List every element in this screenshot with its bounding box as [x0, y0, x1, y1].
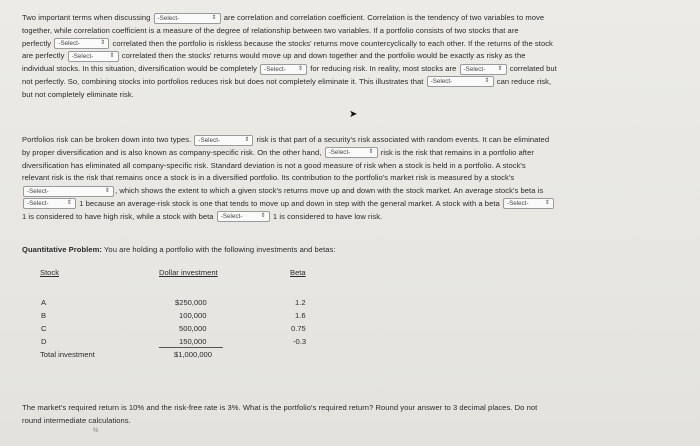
text-line	[22, 134, 694, 147]
problem-label: Quantitative Problem:	[22, 245, 102, 254]
text-line	[22, 76, 694, 89]
total-divider	[159, 347, 223, 348]
text-line	[22, 63, 694, 76]
cell-beta: 0.75	[291, 324, 306, 333]
dropdown-arrow-icon: ⇕	[497, 65, 503, 72]
dropdown-arrow-icon: ⇕	[368, 149, 374, 156]
text: correlated then the stocks' returns would move up and down together and the portfolio would be exactly as risky as the	[121, 51, 526, 61]
text: 1 is considered to have low risk.	[272, 211, 383, 221]
cell-stock: A	[41, 298, 47, 307]
mouse-cursor-icon: ➤	[349, 109, 358, 120]
select-low-beta-dropdown[interactable]: -Select- ⇕	[217, 211, 270, 222]
cell-stock: D	[41, 337, 47, 346]
text: correlated then the portfolio is riskless because the stocks' returns move countercyclically to each other. If the returns of the stock	[112, 38, 553, 48]
answer-unit: %	[93, 428, 99, 434]
select-beta-term-dropdown[interactable]: -Select- ⇕	[23, 186, 114, 197]
cell-stock: B	[41, 311, 47, 320]
text: can reduce risk,	[496, 76, 552, 86]
select-risk-type-2-dropdown[interactable]: -Select- ⇕	[325, 147, 378, 158]
text-line	[22, 147, 694, 160]
text-line	[22, 211, 694, 224]
dropdown-arrow-icon: ⇕	[109, 52, 115, 59]
paragraph-correlation	[22, 12, 694, 102]
header-beta: Beta	[290, 268, 306, 277]
text-line: relevant risk is the risk that remains once a stock is in a diversified portfolio. Its contribution to the portfolio's market risk is measured by a stock's	[22, 173, 515, 183]
dropdown-arrow-icon: ⇕	[104, 187, 110, 194]
text: perfectly	[22, 38, 52, 48]
text-line	[22, 12, 694, 25]
dropdown-arrow-icon: ⇕	[211, 14, 217, 21]
text-line	[22, 185, 694, 198]
dropdown-arrow-icon: ⇕	[260, 213, 266, 220]
dropdown-arrow-icon: ⇕	[66, 200, 72, 207]
text: Portfolios risk can be broken down into two types.	[22, 135, 192, 144]
select-most-stocks-dropdown[interactable]: -Select- ⇕	[460, 64, 507, 75]
text: for reducing risk. In reality, most stocks are	[310, 64, 457, 74]
total-value: $1,000,000	[174, 350, 213, 359]
select-high-beta-dropdown[interactable]: -Select- ⇕	[503, 198, 554, 209]
text-line	[22, 50, 694, 63]
cell-beta: -0.3	[293, 337, 307, 346]
cell-investment: 100,000	[179, 311, 207, 320]
select-risk-type-1-dropdown[interactable]: -Select- ⇕	[194, 135, 253, 146]
text-line: together, while correlation coefficient is a measure of the degree of relationship between two variables. If a portfolio consists of two stocks that are	[22, 25, 519, 35]
text: by proper diversification and is also known as company-specific risk. On the other hand,	[22, 147, 322, 157]
header-dollar-investment: Dollar investment	[159, 268, 218, 277]
text: are perfectly	[22, 51, 65, 61]
select-average-beta-dropdown[interactable]: -Select- ⇕	[23, 198, 76, 209]
dropdown-arrow-icon: ⇕	[100, 40, 106, 47]
dropdown-arrow-icon: ⇕	[298, 65, 304, 72]
question	[22, 402, 694, 428]
select-perfectly-1-dropdown[interactable]: -Select- ⇕	[54, 38, 109, 49]
dropdown-arrow-icon: ⇕	[244, 136, 250, 143]
text-line: diversification has eliminated all company-specific risk. Standard deviation is not a good measure of risk when a stock is held in a portfolio. A stock's	[22, 160, 526, 170]
text: correlated but	[509, 64, 557, 74]
cell-investment: 150,000	[179, 337, 207, 346]
text-line	[22, 38, 694, 51]
select-term-dropdown[interactable]: -Select- ⇕	[154, 13, 221, 24]
cell-beta: 1.6	[295, 311, 306, 320]
paragraph-portfolio-risk	[22, 134, 694, 224]
text: Two important terms when discussing	[22, 13, 151, 22]
text: 1 because an average-risk stock is one that tends to move up and down in step with the general market. A stock with a beta	[79, 198, 500, 208]
text: not perfectly. So, combining stocks into portfolios reduces risk but does not completely eliminate it. This illustrates that	[22, 76, 424, 86]
dropdown-arrow-icon: ⇕	[544, 200, 550, 207]
problem-statement	[22, 244, 694, 257]
select-perfectly-2-dropdown[interactable]: -Select- ⇕	[68, 51, 119, 62]
problem-text: You are holding a portfolio with the following investments and betas:	[104, 245, 336, 254]
select-illustrates-dropdown[interactable]: -Select- ⇕	[427, 76, 494, 87]
question-text: round intermediate calculations.	[22, 415, 131, 425]
cell-stock: C	[41, 324, 47, 333]
cell-beta: 1.2	[295, 298, 306, 307]
total-label: Total investment	[40, 350, 95, 359]
text: risk is the risk that remains in a portfolio after	[380, 147, 534, 157]
header-stock: Stock	[40, 268, 59, 277]
text-line	[22, 198, 694, 211]
select-diversification-dropdown[interactable]: -Select- ⇕	[260, 64, 307, 75]
text: are correlation and correlation coefficient. Correlation is the tendency of two variables to move	[223, 13, 545, 22]
cell-investment: 500,000	[179, 324, 207, 333]
text: individual stocks. In this situation, diversification would be completely	[22, 64, 257, 74]
cell-investment: $250,000	[175, 298, 207, 307]
text: 1 is considered to have high risk, while a stock with beta	[22, 211, 214, 221]
text-line: but not completely eliminate risk.	[22, 89, 134, 99]
question-text: The market's required return is 10% and the risk-free rate is 3%. What is the portfolio's required return? Round your answer to 3 decimal places. Do not	[22, 403, 538, 412]
text: risk is that part of a security's risk associated with random events. It can be eliminated	[256, 135, 550, 144]
text: , which shows the extent to which a given stock's returns move up and down with the stock market. An average stock's beta is	[115, 186, 544, 196]
dropdown-arrow-icon: ⇕	[484, 78, 490, 85]
